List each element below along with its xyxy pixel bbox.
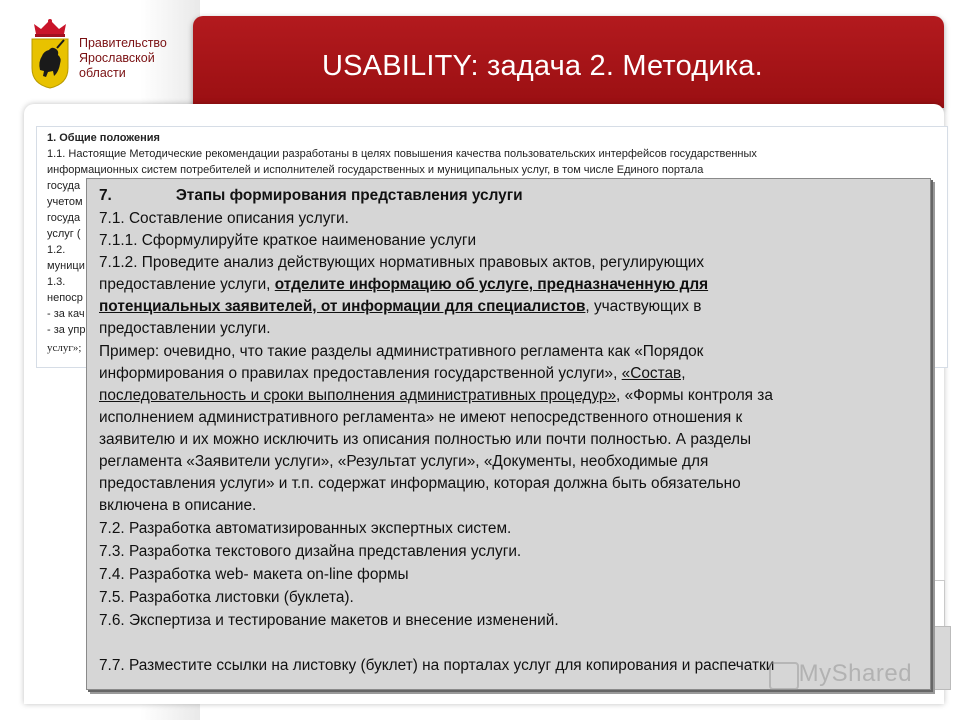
text-line <box>99 274 708 295</box>
text-line: исполнением административного регламента» не имеют непосредственного отношения к <box>99 409 743 426</box>
highlighted-text: потенциальных заявителей, от информации для специалистов <box>99 298 586 315</box>
text-line: предоставлении услуги. <box>99 320 271 337</box>
text-line <box>99 296 701 317</box>
coat-of-arms-icon <box>28 18 72 90</box>
text-line: 7.1.1. Сформулируйте краткое наименование услуги <box>99 232 477 249</box>
text-line: предоставления услуги» и т.п. содержат информацию, которая должна быть обязательно <box>99 475 741 492</box>
text-line: 7.2. Разработка автоматизированных экспертных систем. <box>99 520 512 537</box>
government-logo <box>22 14 187 94</box>
text-line: включена в описание. <box>99 497 257 514</box>
watermark-text: MyShared <box>798 660 913 687</box>
doc-line: информационных систем потребителей и исполнителей государственных и муниципальных услуг, в том числе Единого портала <box>47 164 704 176</box>
text-segment: предоставление услуги, <box>99 276 275 293</box>
text-line: 7.1.2. Проведите анализ действующих нормативных правовых актов, регулирующих <box>99 254 705 271</box>
text-segment: , участвующих в <box>585 298 702 315</box>
doc-line: непоср <box>47 292 83 304</box>
text-line: 7.6. Экспертиза и тестирование макетов и внесение изменений. <box>99 612 559 629</box>
text-line: заявителю и их можно исключить из описания полностью или почти полностью. А разделы <box>99 431 752 448</box>
stages-heading <box>99 185 523 206</box>
underlined-text: последовательность и сроки выполнения административных процедур» <box>99 387 617 404</box>
text-line: 7.4. Разработка web- макета on-line формы <box>99 566 409 583</box>
heading-number: 7. <box>99 187 112 204</box>
government-name: Правительство Ярославской области <box>79 36 167 80</box>
doc-line: муници <box>47 260 85 272</box>
text-line: 7.7. Разместите ссылки на листовку (буклет) на порталах услуг для копирования и распечатки <box>99 657 775 674</box>
text-line: регламента «Заявители услуги», «Результат услуги», «Документы, необходимые для <box>99 453 709 470</box>
doc-line: услуг ( <box>47 228 81 240</box>
doc-line: 1.2. <box>47 244 66 256</box>
text-line <box>99 385 773 406</box>
doc-line: - за упр <box>47 324 86 336</box>
doc-line: 1.1. Настоящие Методические рекомендации разработаны в целях повышения качества пользовательских интерфейсов государственных <box>47 148 757 160</box>
doc-line: услуг»; <box>47 342 82 354</box>
doc-line: госуда <box>47 180 81 192</box>
text-line: 7.5. Разработка листовки (буклета). <box>99 589 354 606</box>
heading-text: Этапы формирования представления услуги <box>175 187 523 204</box>
text-line: 7.1. Составление описания услуги. <box>99 210 349 227</box>
doc-line: - за кач <box>47 308 85 320</box>
slide-header <box>193 16 944 108</box>
text-segment: , «Формы контроля за <box>616 387 773 404</box>
stages-overlay-box <box>86 178 931 690</box>
doc-line: госуда <box>47 212 81 224</box>
text-line <box>99 363 685 384</box>
slide-title: USABILITY: задача 2. Методика. <box>322 50 763 82</box>
text-segment: информирования о правилах предоставления государственной услуги», <box>99 365 622 382</box>
doc-line: 1.3. <box>47 276 66 288</box>
text-line: Пример: очевидно, что такие разделы административного регламента как «Порядок <box>99 343 704 360</box>
watermark <box>770 660 912 688</box>
doc-line: 1. Общие положения <box>47 132 160 144</box>
text-line: 7.3. Разработка текстового дизайна представления услуги. <box>99 543 522 560</box>
highlighted-text: отделите информацию об услуге, предназначенную для <box>274 276 709 293</box>
doc-line: учетом <box>47 196 83 208</box>
underlined-text: «Состав, <box>621 365 686 382</box>
